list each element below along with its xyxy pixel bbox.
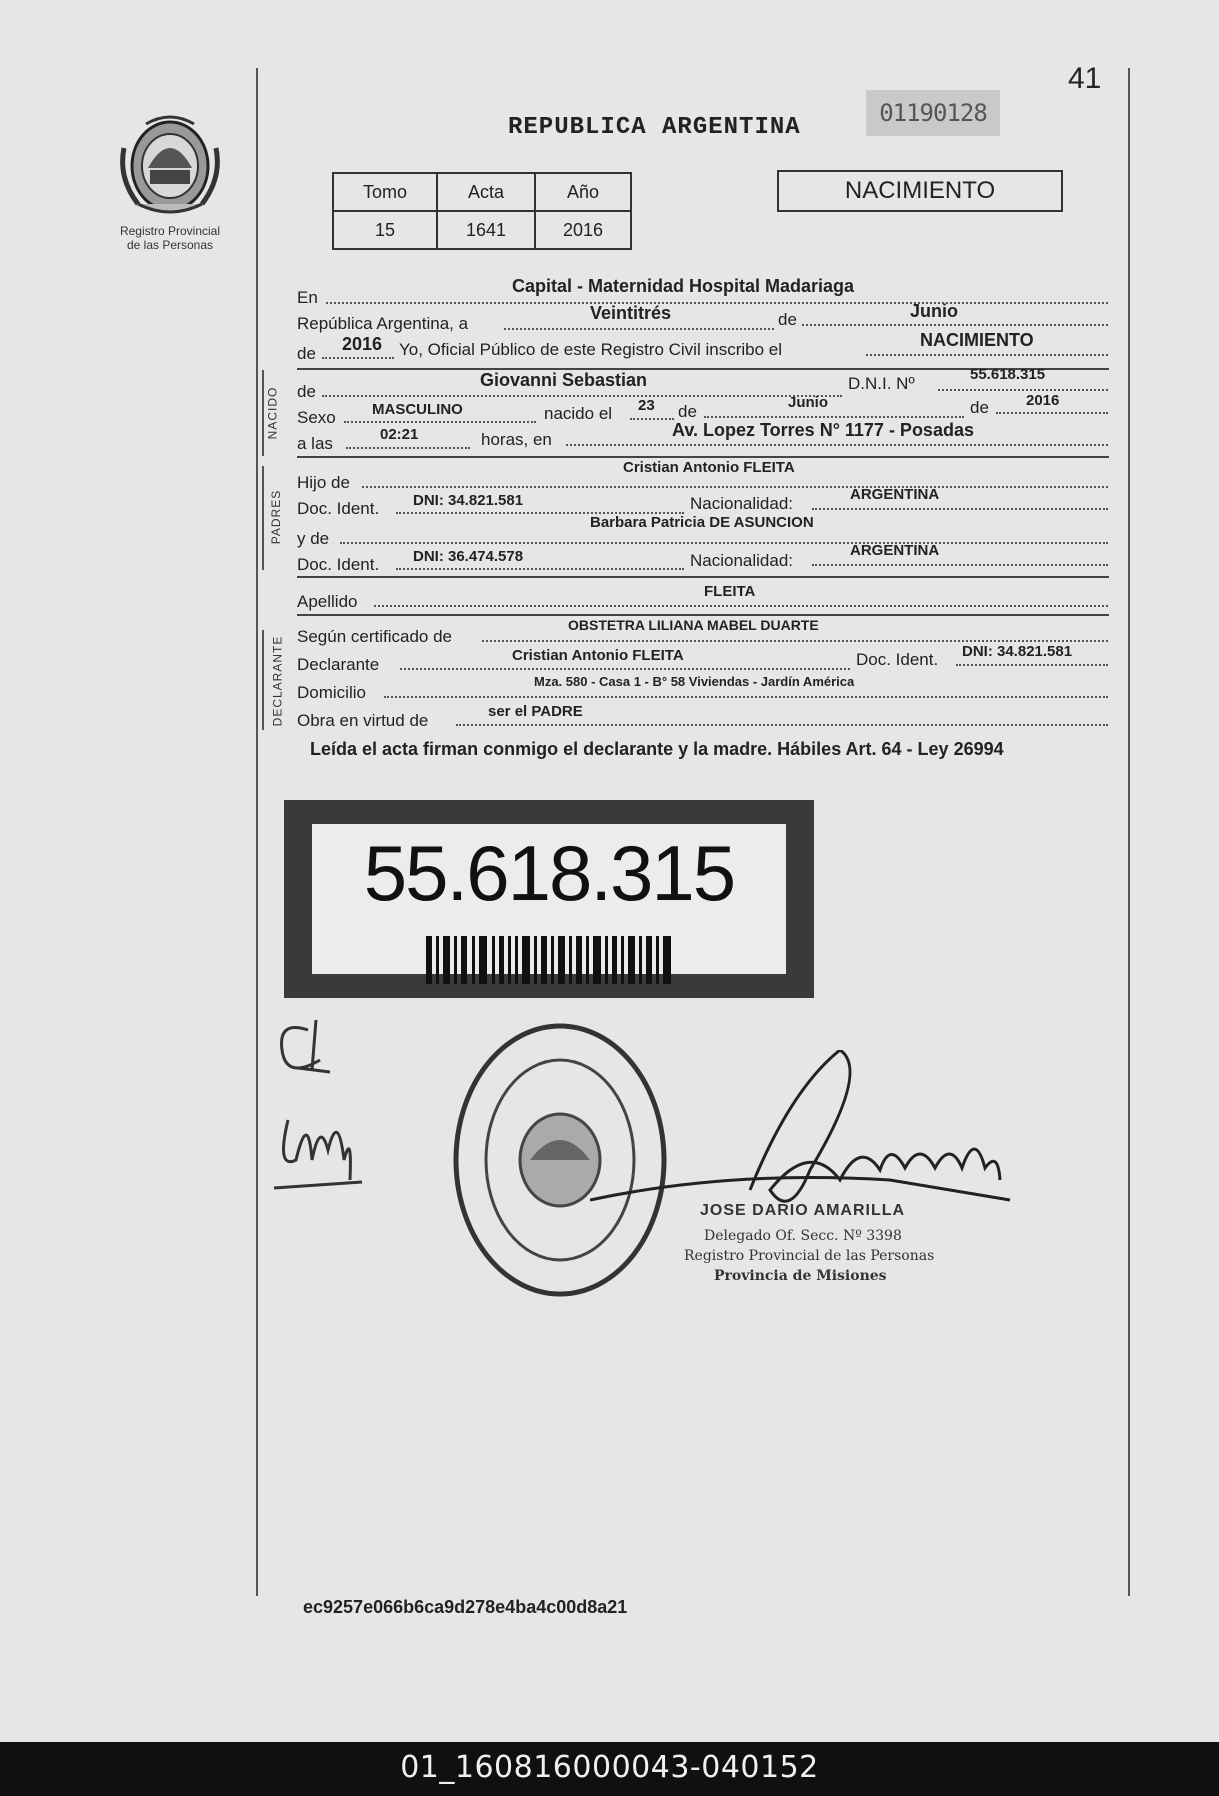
- officer-province: Provincia de Misiones: [714, 1268, 887, 1284]
- dni-stamp-panel: [312, 824, 786, 974]
- label-nacionalidad: Nacionalidad:: [690, 551, 794, 570]
- record-type-box: NACIMIENTO: [777, 170, 1063, 212]
- officer-office: Registro Provincial de las Personas: [684, 1248, 935, 1264]
- label-y-de: y de: [297, 529, 330, 548]
- registry-line-1: Registro Provincial: [119, 224, 221, 238]
- registry-name: [104, 224, 236, 252]
- section-rule: [297, 614, 1109, 616]
- label-yo: Yo, Oficial Público de este Registro Civil inscribo el: [399, 340, 782, 359]
- dotted-line: [938, 389, 1108, 391]
- section-divider: [262, 466, 264, 570]
- birth-day-value: 23: [638, 397, 655, 414]
- dotted-line: [812, 564, 1108, 566]
- anio-header: Año: [535, 173, 631, 211]
- birth-year-value: 2016: [1026, 392, 1060, 409]
- declarant-name-value: Cristian Antonio FLEITA: [512, 647, 684, 664]
- label-de: de: [297, 344, 316, 363]
- dotted-line: [322, 357, 394, 359]
- place-value: Capital - Maternidad Hospital Madariaga: [512, 276, 855, 296]
- surname-value: FLEITA: [704, 583, 756, 600]
- dotted-line: [340, 542, 1108, 544]
- label-doc-ident: Doc. Ident.: [297, 499, 380, 518]
- label-nacionalidad: Nacionalidad:: [690, 494, 794, 513]
- dotted-line: [322, 395, 842, 397]
- mother-name-value: Barbara Patricia DE ASUNCION: [590, 514, 814, 531]
- serial-number: 01190128: [866, 90, 1000, 136]
- label-republic: República Argentina, a: [297, 314, 469, 333]
- label-hijo-de: Hijo de: [297, 473, 350, 492]
- section-divider: [262, 370, 264, 456]
- section-label-born: NACIDO: [265, 386, 280, 440]
- registry-line-2: de las Personas: [126, 238, 214, 252]
- birth-month-value: Junio: [788, 394, 828, 411]
- father-name-value: Cristian Antonio FLEITA: [623, 459, 795, 476]
- address-value: Mza. 580 - Casa 1 - B° 58 Viviendas - Jardín América: [534, 674, 855, 689]
- dotted-line: [344, 421, 536, 423]
- year-value: 2016: [342, 334, 383, 354]
- document-hash: ec9257e066b6ca9d278e4ba4c00d8a21: [303, 1597, 628, 1617]
- left-margin-rule: [256, 68, 258, 1596]
- label-a-las: a las: [297, 434, 333, 453]
- label-dni-no: D.N.I. Nº: [848, 374, 915, 393]
- label-nacido-el: nacido el: [544, 404, 613, 423]
- right-margin-rule: [1128, 68, 1130, 1596]
- dotted-line: [996, 412, 1108, 414]
- sex-value: MASCULINO: [372, 401, 463, 418]
- file-id: 01_160816000043-040152: [400, 1750, 819, 1785]
- dotted-line: [802, 324, 1108, 326]
- barcode-icon: [426, 936, 672, 984]
- label-en: En: [297, 288, 318, 307]
- dotted-line: [482, 640, 1108, 642]
- child-name-value: Giovanni Sebastian: [480, 370, 648, 390]
- page-number: 41: [1068, 62, 1102, 95]
- dotted-line: [866, 354, 1108, 356]
- label-sexo: Sexo: [297, 408, 336, 427]
- certificate-by-value: OBSTETRA LILIANA MABEL DUARTE: [568, 617, 819, 633]
- dotted-line: [346, 447, 470, 449]
- province-seal-logo: [118, 108, 222, 220]
- father-nationality-value: ARGENTINA: [850, 486, 940, 503]
- acta-value: 1641: [437, 211, 535, 249]
- section-label-declarant: DECLARANTE: [270, 635, 285, 727]
- label-segun: Según certificado de: [297, 627, 452, 646]
- dotted-line: [400, 668, 850, 670]
- legal-text: Leída el acta firman conmigo el declarante y la madre. Hábiles Art. 64 - Ley 26994: [310, 739, 1004, 759]
- dotted-line: [396, 568, 684, 570]
- dotted-line: [812, 508, 1108, 510]
- register-table: [332, 172, 632, 250]
- label-de: de: [678, 402, 697, 421]
- dotted-line: [362, 486, 1108, 488]
- dotted-line: [326, 302, 1108, 304]
- event-value: NACIMIENTO: [920, 330, 1034, 350]
- month-value: Junio: [910, 301, 958, 321]
- country-title: REPUBLICA ARGENTINA: [508, 114, 801, 141]
- mother-doc-value: DNI: 36.474.578: [413, 548, 524, 565]
- label-obra: Obra en virtud de: [297, 711, 429, 730]
- section-divider: [262, 630, 264, 730]
- handwritten-initials: [268, 1010, 368, 1230]
- dotted-line: [504, 328, 774, 330]
- label-declarante: Declarante: [297, 655, 380, 674]
- dotted-line: [374, 605, 1108, 607]
- day-words-value: Veintitrés: [590, 303, 672, 323]
- label-doc-ident: Doc. Ident.: [856, 650, 939, 669]
- section-rule: [297, 456, 1109, 458]
- dotted-line: [630, 418, 674, 420]
- dni-stamp-number: 55.618.315: [363, 829, 735, 917]
- dotted-line: [956, 664, 1108, 666]
- label-de: de: [970, 398, 989, 417]
- section-rule: [297, 576, 1109, 578]
- officer-signature: [590, 1050, 1020, 1250]
- dotted-line: [384, 696, 1108, 698]
- tomo-header: Tomo: [333, 173, 437, 211]
- birth-time-value: 02:21: [380, 426, 419, 443]
- register-header-row: [333, 173, 631, 211]
- dotted-line: [566, 444, 1108, 446]
- child-dni-value: 55.618.315: [970, 366, 1046, 383]
- officer-name: JOSE DARIO AMARILLA: [700, 1202, 906, 1219]
- dotted-line: [456, 724, 1108, 726]
- section-label-parents: PADRES: [269, 489, 284, 545]
- label-doc-ident: Doc. Ident.: [297, 555, 380, 574]
- birth-place-value: Av. Lopez Torres N° 1177 - Posadas: [672, 420, 974, 440]
- label-de: de: [778, 310, 797, 329]
- label-apellido: Apellido: [297, 592, 358, 611]
- dotted-line: [704, 416, 964, 418]
- label-horas-en: horas, en: [481, 430, 552, 449]
- tomo-value: 15: [333, 211, 437, 249]
- label-de: de: [297, 382, 316, 401]
- dni-number-stamp: [284, 800, 814, 998]
- by-virtue-of-value: ser el PADRE: [488, 703, 583, 720]
- acta-header: Acta: [437, 173, 535, 211]
- declarant-doc-value: DNI: 34.821.581: [962, 643, 1073, 660]
- label-domicilio: Domicilio: [297, 683, 366, 702]
- mother-nationality-value: ARGENTINA: [850, 542, 940, 559]
- officer-title: Delegado Of. Secc. Nº 3398: [704, 1228, 902, 1244]
- father-doc-value: DNI: 34.821.581: [413, 492, 524, 509]
- anio-value: 2016: [535, 211, 631, 249]
- register-value-row: [333, 211, 631, 249]
